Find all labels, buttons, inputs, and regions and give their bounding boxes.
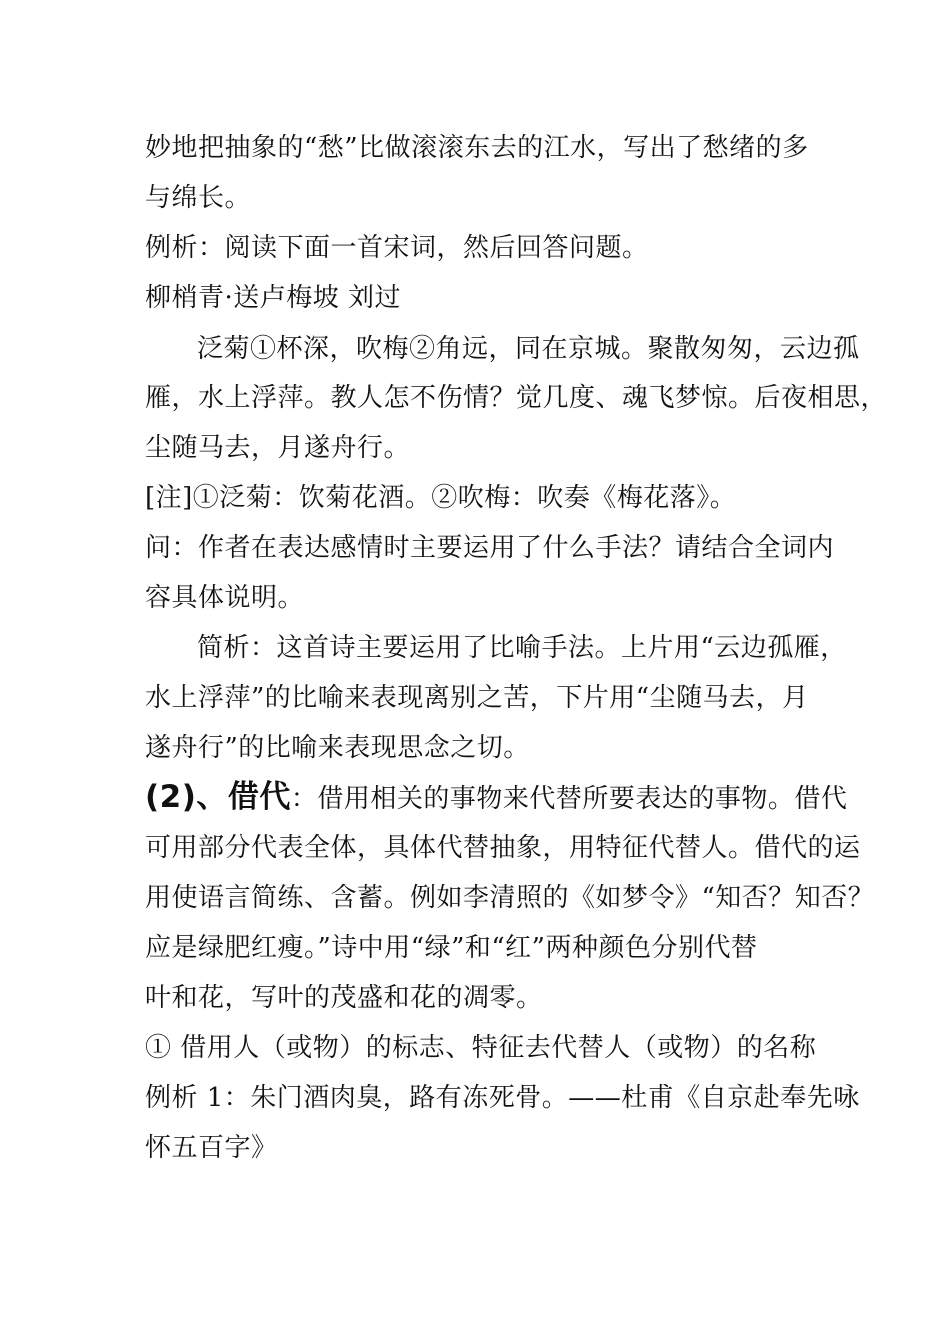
- text-line: 妙地把抽象的“愁”比做滚滚东去的江水，写出了愁绪的多: [145, 133, 809, 163]
- text-line: 可用部分代表全体，具体代替抽象，用特征代替人。借代的运: [145, 833, 861, 863]
- example-line: 例析 1：朱门酒肉臭，路有冻死骨。——杜甫《自京赴奉先咏: [145, 1083, 860, 1113]
- section-heading-text: ：借用相关的事物来代替所要表达的事物。借代: [290, 784, 848, 814]
- annotation-note: [注]①泛菊：饮菊花酒。②吹梅：吹奏《梅花落》。: [145, 483, 737, 513]
- analysis-line: 遂舟行”的比喻来表现思念之切。: [145, 733, 530, 763]
- poem-title: 柳梢青·送卢梅坡 刘过: [145, 283, 402, 313]
- subsection-line: ① 借用人（或物）的标志、特征去代替人（或物）的名称: [145, 1033, 817, 1063]
- text-line: 应是绿肥红瘦。”诗中用“绿”和“红”两种颜色分别代替: [145, 933, 758, 963]
- text-line: 用使语言简练、含蓄。例如李清照的《如梦令》“知否？知否？: [145, 883, 875, 913]
- text-line: 与绵长。: [145, 183, 252, 213]
- poem-line: 尘随马去，月遂舟行。: [145, 433, 411, 463]
- text-line: 叶和花，写叶的茂盛和花的凋零。: [145, 983, 543, 1013]
- section-heading: [145, 781, 847, 815]
- question-line: 问：作者在表达感情时主要运用了什么手法？请结合全词内: [145, 533, 835, 563]
- example-line: 怀五百字》: [145, 1133, 278, 1163]
- analysis-line: 简析：这首诗主要运用了比喻手法。上片用“云边孤雁，: [197, 633, 847, 663]
- section-heading-term: (2)、借代: [145, 779, 291, 815]
- poem-line: 泛菊①杯深，吹梅②角远，同在京城。聚散匆匆，云边孤: [197, 334, 860, 364]
- text-line: 例析：阅读下面一首宋词，然后回答问题。: [145, 233, 649, 263]
- question-line: 容具体说明。: [145, 583, 305, 613]
- analysis-line: 水上浮萍”的比喻来表现离别之苦，下片用“尘随马去，月: [145, 683, 809, 713]
- poem-line: 雁，水上浮萍。教人怎不伤情？觉几度、魂飞梦惊。后夜相思，: [145, 383, 888, 413]
